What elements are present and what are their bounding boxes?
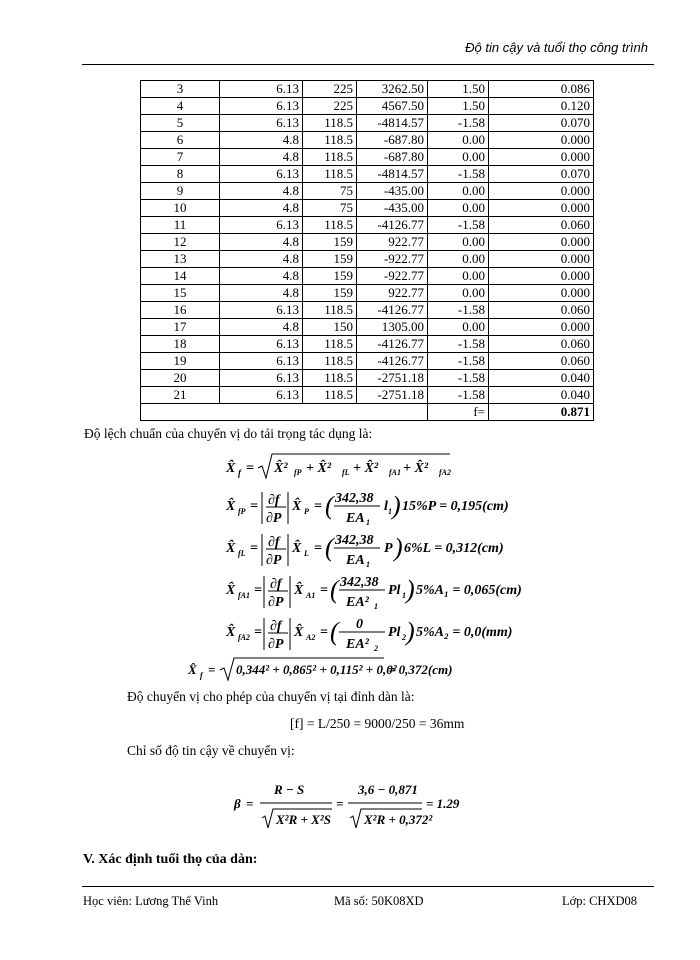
table-cell: 4.8 <box>220 183 303 200</box>
section-title: V. Xác định tuổi thọ của dàn: <box>83 852 258 867</box>
table-cell: -2751.18 <box>357 370 428 387</box>
table-cell: -1.58 <box>428 353 489 370</box>
table-cell: 0.086 <box>489 81 594 98</box>
svg-text:fP: fP <box>238 507 246 516</box>
svg-text:2: 2 <box>402 633 406 642</box>
svg-text:=: = <box>320 625 328 640</box>
table-cell: 0.060 <box>489 336 594 353</box>
svg-text:+ X̂²: + X̂² <box>306 461 332 476</box>
table-cell: 118.5 <box>303 166 357 183</box>
table-row <box>141 387 594 404</box>
svg-text:P: P <box>304 507 309 516</box>
table-cell: 118.5 <box>303 336 357 353</box>
table-cell: 13 <box>141 251 220 268</box>
table-cell: 0.040 <box>489 387 594 404</box>
svg-text:Pl: Pl <box>388 583 401 598</box>
table-cell: 0.00 <box>428 268 489 285</box>
formula-beta <box>232 776 482 834</box>
svg-text:L: L <box>304 549 309 558</box>
svg-text:=: = <box>314 499 322 514</box>
table-cell: 6 <box>141 132 220 149</box>
svg-text:+ X̂²: + X̂² <box>403 461 429 476</box>
tail-f4: 5%A₂ = 0,0(mm) <box>416 625 513 640</box>
svg-text:): ) <box>394 533 403 562</box>
table-cell: 3262.50 <box>357 81 428 98</box>
table-cell: 0.070 <box>489 166 594 183</box>
table-cell: 118.5 <box>303 115 357 132</box>
table-cell: 14 <box>141 268 220 285</box>
table-cell: 118.5 <box>303 217 357 234</box>
table-cell: 159 <box>303 268 357 285</box>
tail-f1: 15%P = 0,195(cm) <box>402 499 509 514</box>
svg-text:=: = <box>320 583 328 598</box>
table-cell: 159 <box>303 234 357 251</box>
table-row <box>141 132 594 149</box>
svg-text:X̂: X̂ <box>226 583 236 598</box>
svg-text:=: = <box>336 796 344 811</box>
svg-text:1: 1 <box>366 560 370 569</box>
footer-class: Lớp: CHXD08 <box>562 894 638 908</box>
coef-f4: 0 <box>356 617 363 632</box>
formula-xfa1 <box>222 568 522 612</box>
svg-text:l: l <box>384 499 388 514</box>
table-cell: -1.58 <box>428 302 489 319</box>
svg-text:β: β <box>234 796 241 811</box>
svg-text:∂f: ∂f <box>270 577 282 592</box>
table-cell: 20 <box>141 370 220 387</box>
tail-f3: 5%A₁ = 0,065(cm) <box>416 583 522 598</box>
svg-text:2: 2 <box>374 644 378 653</box>
table-cell: -922.77 <box>357 251 428 268</box>
svg-text:∂P: ∂P <box>268 595 284 610</box>
table-cell: 1.50 <box>428 98 489 115</box>
svg-text:f: f <box>238 468 241 478</box>
table-cell: 6.13 <box>220 302 303 319</box>
table-cell: -4126.77 <box>357 336 428 353</box>
beta-result: = 1.29 <box>426 796 460 811</box>
table-cell: 6.13 <box>220 336 303 353</box>
table-cell: 0.000 <box>489 251 594 268</box>
table-cell: -687.80 <box>357 132 428 149</box>
svg-text:1: 1 <box>366 518 370 527</box>
table-cell: 8 <box>141 166 220 183</box>
table-cell: 75 <box>303 183 357 200</box>
formula-xfl <box>222 526 522 570</box>
table-cell: 118.5 <box>303 387 357 404</box>
table-cell: -435.00 <box>357 200 428 217</box>
svg-text:∂P: ∂P <box>266 511 282 526</box>
svg-text:P: P <box>384 541 393 556</box>
table-cell: 225 <box>303 98 357 115</box>
svg-text:fP: fP <box>294 468 302 477</box>
table-cell: 0.000 <box>489 200 594 217</box>
table-cell: 6.13 <box>220 98 303 115</box>
svg-text:X̂: X̂ <box>226 461 236 476</box>
xf-radicand: 0,344² + 0,865² + 0,115² + 0,0² <box>236 662 397 677</box>
table-row <box>141 268 594 285</box>
table-cell: 4 <box>141 98 220 115</box>
table-cell: -4126.77 <box>357 217 428 234</box>
table-cell: 118.5 <box>303 132 357 149</box>
svg-text:(: ( <box>330 575 339 604</box>
table-row <box>141 302 594 319</box>
table-cell: 0.000 <box>489 234 594 251</box>
table-cell: -1.58 <box>428 115 489 132</box>
table-cell: 6.13 <box>220 370 303 387</box>
table-cell: 0.00 <box>428 234 489 251</box>
table-cell: 118.5 <box>303 149 357 166</box>
empty-cell <box>141 404 428 421</box>
table-cell: 922.77 <box>357 234 428 251</box>
table-row <box>141 319 594 336</box>
table-cell: 6.13 <box>220 166 303 183</box>
coef-f3: 342,38 <box>340 575 379 590</box>
table-cell: 1.50 <box>428 81 489 98</box>
table-cell: 0.060 <box>489 353 594 370</box>
table-cell: 9 <box>141 183 220 200</box>
table-cell: 75 <box>303 200 357 217</box>
svg-text:X²R + X²S: X²R + X²S <box>276 812 331 827</box>
allowable-intro: Độ chuyển vị cho phép của chuyển vị tại đỉnh dàn là: <box>127 689 415 704</box>
table-cell: 118.5 <box>303 370 357 387</box>
svg-text:fL: fL <box>342 468 350 477</box>
svg-text:1: 1 <box>402 591 406 600</box>
table-row <box>141 166 594 183</box>
table-cell: 18 <box>141 336 220 353</box>
table-cell: 0.00 <box>428 319 489 336</box>
table-cell: -922.77 <box>357 268 428 285</box>
svg-text:(: ( <box>325 533 334 562</box>
table-cell: -4814.57 <box>357 166 428 183</box>
svg-text:): ) <box>406 617 415 646</box>
svg-text:): ) <box>392 491 401 520</box>
table-cell: -2751.18 <box>357 387 428 404</box>
svg-text:Pl: Pl <box>388 625 401 640</box>
reliability-intro: Chỉ số độ tin cậy về chuyển vị: <box>127 743 295 758</box>
svg-text:X̂: X̂ <box>226 625 236 640</box>
formula-xfa2 <box>222 610 522 654</box>
coef-f1: 342,38 <box>335 491 374 506</box>
formula-xf-value <box>186 654 506 684</box>
table-cell: -1.58 <box>428 336 489 353</box>
svg-text:=: = <box>208 662 216 677</box>
table-cell: 6.13 <box>220 115 303 132</box>
table-cell: 4.8 <box>220 234 303 251</box>
svg-text:EA: EA <box>346 553 365 568</box>
table-cell: 3 <box>141 81 220 98</box>
svg-text:fL: fL <box>238 549 246 558</box>
table-cell: 0.060 <box>489 302 594 319</box>
allowable-formula: [f] = L/250 = 9000/250 = 36mm <box>290 716 465 731</box>
svg-text:X̂: X̂ <box>294 625 304 640</box>
svg-text:X̂: X̂ <box>188 662 197 677</box>
table-cell: -1.58 <box>428 217 489 234</box>
table-cell: 6.13 <box>220 387 303 404</box>
table-cell: -1.58 <box>428 387 489 404</box>
svg-text:A1: A1 <box>306 591 316 600</box>
svg-text:fA1: fA1 <box>238 591 250 600</box>
total-value: 0.871 <box>489 404 594 421</box>
svg-text:=: = <box>254 625 262 640</box>
svg-text:1: 1 <box>374 602 378 611</box>
footer-student: Học viên: Lương Thế Vinh <box>83 894 219 908</box>
tail-f2: 6%L = 0,312(cm) <box>404 541 504 556</box>
table-row <box>141 183 594 200</box>
formula-xf-definition <box>222 450 452 484</box>
table-cell: 0.000 <box>489 285 594 302</box>
table-cell: -1.58 <box>428 166 489 183</box>
table-cell: 0.00 <box>428 285 489 302</box>
svg-text:=: = <box>314 541 322 556</box>
table-cell: 0.040 <box>489 370 594 387</box>
svg-text:=: = <box>250 499 258 514</box>
table-cell: -1.58 <box>428 370 489 387</box>
table-cell: -687.80 <box>357 149 428 166</box>
table-cell: 6.13 <box>220 217 303 234</box>
table-cell: -4126.77 <box>357 353 428 370</box>
table-cell: 19 <box>141 353 220 370</box>
svg-text:∂f: ∂f <box>268 535 280 550</box>
table-cell: 11 <box>141 217 220 234</box>
svg-text:EA²: EA² <box>346 637 369 652</box>
svg-text:EA²: EA² <box>346 595 369 610</box>
table-cell: 0.000 <box>489 183 594 200</box>
table-row <box>141 149 594 166</box>
svg-text:X̂: X̂ <box>226 541 236 556</box>
table-cell: 7 <box>141 149 220 166</box>
table-row <box>141 115 594 132</box>
table-cell: 0.060 <box>489 217 594 234</box>
svg-text:(: ( <box>330 617 339 646</box>
beta-num2: 3,6 − 0,871 <box>358 782 418 797</box>
table-cell: 6.13 <box>220 353 303 370</box>
table-cell: 15 <box>141 285 220 302</box>
svg-text:(: ( <box>325 491 334 520</box>
svg-text:+ X̂²: + X̂² <box>353 461 379 476</box>
svg-text:X̂: X̂ <box>292 499 302 514</box>
table-cell: 159 <box>303 285 357 302</box>
xf-result: = 0,372(cm) <box>388 662 453 677</box>
table-cell: 922.77 <box>357 285 428 302</box>
svg-text:=: = <box>254 583 262 598</box>
table-cell: -435.00 <box>357 183 428 200</box>
table-cell: 21 <box>141 387 220 404</box>
svg-text:fA2: fA2 <box>238 633 250 642</box>
svg-text:X̂: X̂ <box>226 499 236 514</box>
results-table <box>140 80 594 421</box>
formula-xfp <box>222 484 522 528</box>
table-row <box>141 251 594 268</box>
table-cell: 0.000 <box>489 268 594 285</box>
svg-text:X̂: X̂ <box>292 541 302 556</box>
footer-code: Mã số: 50K08XD <box>334 894 424 908</box>
table-cell: 150 <box>303 319 357 336</box>
beta-num1: R − S <box>274 782 305 797</box>
table-cell: 4.8 <box>220 132 303 149</box>
table-cell: 0.000 <box>489 132 594 149</box>
table-cell: 0.00 <box>428 183 489 200</box>
svg-text:EA: EA <box>346 511 365 526</box>
svg-text:=: = <box>246 461 254 476</box>
table-cell: 0.000 <box>489 319 594 336</box>
table-cell: 0.120 <box>489 98 594 115</box>
svg-text:∂f: ∂f <box>270 619 282 634</box>
table-cell: 0.000 <box>489 149 594 166</box>
table-cell: 4.8 <box>220 285 303 302</box>
total-row <box>141 404 594 421</box>
table-cell: 0.00 <box>428 132 489 149</box>
beta-den2: X²R + 0,372² <box>364 812 433 827</box>
table-row <box>141 370 594 387</box>
svg-text:A2: A2 <box>306 633 316 642</box>
table-cell: 0.00 <box>428 251 489 268</box>
std-deviation-intro: Độ lệch chuẩn của chuyển vị do tải trọng tác dụng là: <box>84 426 373 441</box>
table-cell: 118.5 <box>303 302 357 319</box>
svg-text:X̂²: X̂² <box>274 461 288 476</box>
table-cell: 159 <box>303 251 357 268</box>
footer-rule <box>82 886 654 887</box>
table-cell: 4.8 <box>220 200 303 217</box>
svg-text:∂P: ∂P <box>266 553 282 568</box>
table-row <box>141 98 594 115</box>
svg-text:1: 1 <box>388 507 392 516</box>
table-cell: 0.00 <box>428 149 489 166</box>
table-row <box>141 217 594 234</box>
header-title: Độ tin cậy và tuổi thọ công trình <box>465 40 648 55</box>
svg-text:): ) <box>406 575 415 604</box>
header-rule <box>82 64 654 65</box>
table-cell: 16 <box>141 302 220 319</box>
table-cell: 4567.50 <box>357 98 428 115</box>
table-cell: 1305.00 <box>357 319 428 336</box>
svg-text:=: = <box>246 796 254 811</box>
table-cell: 6.13 <box>220 81 303 98</box>
table-cell: 4.8 <box>220 149 303 166</box>
table-cell: -4126.77 <box>357 302 428 319</box>
table-cell: 4.8 <box>220 251 303 268</box>
svg-text:=: = <box>250 541 258 556</box>
table-row <box>141 234 594 251</box>
table-row <box>141 81 594 98</box>
svg-text:X̂: X̂ <box>294 583 304 598</box>
table-cell: 5 <box>141 115 220 132</box>
table-cell: 4.8 <box>220 268 303 285</box>
svg-text:fA1: fA1 <box>389 468 401 477</box>
table-cell: 0.070 <box>489 115 594 132</box>
table-cell: 225 <box>303 81 357 98</box>
table-cell: 4.8 <box>220 319 303 336</box>
table-cell: -4814.57 <box>357 115 428 132</box>
table-cell: 10 <box>141 200 220 217</box>
table-row <box>141 200 594 217</box>
svg-text:fA2: fA2 <box>439 468 451 477</box>
svg-text:f: f <box>200 671 203 680</box>
table-row <box>141 353 594 370</box>
svg-text:∂f: ∂f <box>268 493 280 508</box>
table-cell: 17 <box>141 319 220 336</box>
table-cell: 12 <box>141 234 220 251</box>
coef-f2: 342,38 <box>335 533 374 548</box>
svg-text:∂P: ∂P <box>268 637 284 652</box>
table-row <box>141 336 594 353</box>
table-row <box>141 285 594 302</box>
table-cell: 118.5 <box>303 353 357 370</box>
total-label: f= <box>428 404 489 421</box>
table-cell: 0.00 <box>428 200 489 217</box>
